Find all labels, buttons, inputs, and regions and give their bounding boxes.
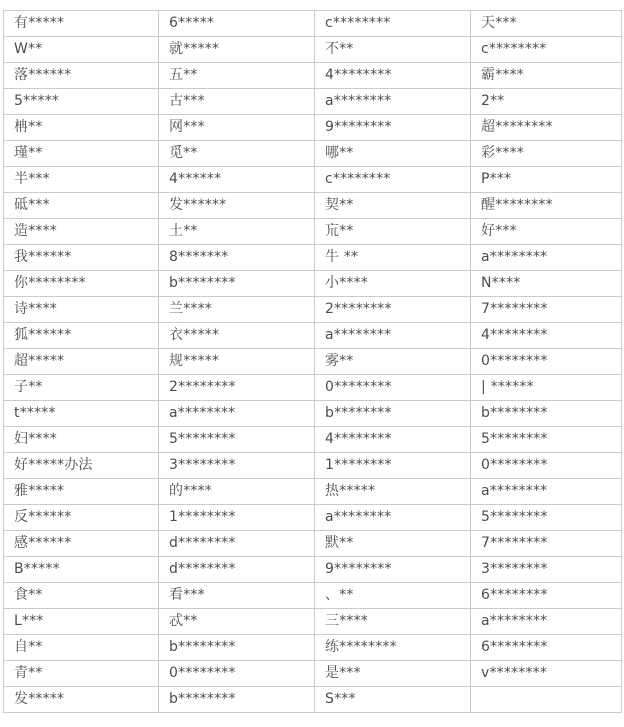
table-cell: 网*** [159,115,315,141]
table-cell: 食** [4,583,159,609]
table-cell: 自** [4,635,159,661]
table-cell: d******** [159,557,315,583]
table-cell: 、** [315,583,471,609]
table-cell: 五** [159,63,315,89]
table-cell: 看*** [159,583,315,609]
table-cell: 超***** [4,349,159,375]
table-cell: 就***** [159,37,315,63]
table-cell: 5***** [4,89,159,115]
table-cell: 默** [315,531,471,557]
table-cell: 练******** [315,635,471,661]
table-row [4,37,622,63]
table-cell: 发***** [4,687,159,713]
table-cell: b******** [159,687,315,713]
table-cell: 妇**** [4,427,159,453]
table-cell: 觅** [159,141,315,167]
table-cell: 0******** [471,349,622,375]
table-row [4,271,622,297]
table-cell: 雅***** [4,479,159,505]
table-cell: 小**** [315,271,471,297]
table-cell: v******** [471,661,622,687]
table-cell: 0******** [315,375,471,401]
table-cell: t***** [4,401,159,427]
table-row [4,323,622,349]
table-cell: 感****** [4,531,159,557]
table-cell: 牛 ** [315,245,471,271]
table-cell: 三**** [315,609,471,635]
table-cell: 7******** [471,531,622,557]
table-row [4,219,622,245]
table-cell: 2******** [315,297,471,323]
table-row [4,297,622,323]
table-cell: 0******** [159,661,315,687]
table-cell: 子** [4,375,159,401]
table-cell: 青** [4,661,159,687]
table-cell: 造**** [4,219,159,245]
table-cell: 9******** [315,115,471,141]
table-cell [471,687,622,713]
table-row [4,375,622,401]
table-cell: 1******** [315,453,471,479]
table-cell: 好*** [471,219,622,245]
table-cell: 落****** [4,63,159,89]
table-row [4,245,622,271]
table-cell: 1******** [159,505,315,531]
table-cell: 狐****** [4,323,159,349]
table-cell: S*** [315,687,471,713]
table-cell: 发****** [159,193,315,219]
table-cell: 古*** [159,89,315,115]
table-cell: 5******** [471,505,622,531]
table-cell: 4******** [315,63,471,89]
word-table [3,10,622,713]
table-row [4,63,622,89]
table-cell: 2******** [159,375,315,401]
table-cell: c******** [471,37,622,63]
table-cell: 不** [315,37,471,63]
table-cell: 醒******** [471,193,622,219]
table-cell: 哪** [315,141,471,167]
table-row [4,609,622,635]
table-cell: N**** [471,271,622,297]
table-cell: 4******** [471,323,622,349]
table-row [4,583,622,609]
table-row [4,687,622,713]
table-cell: a******** [471,245,622,271]
table-cell: L*** [4,609,159,635]
table-row [4,141,622,167]
table-cell: 2** [471,89,622,115]
table-cell: 巟** [315,219,471,245]
table-cell: 砥*** [4,193,159,219]
table-cell: a******** [315,89,471,115]
table-cell: W** [4,37,159,63]
table-cell: a******** [471,609,622,635]
table-row [4,661,622,687]
table-cell: 好*****办法 [4,453,159,479]
table-row [4,557,622,583]
table-cell: 0******** [471,453,622,479]
table-cell: 热***** [315,479,471,505]
table-cell: 兰**** [159,297,315,323]
table-cell: 衣***** [159,323,315,349]
table-cell: b******** [315,401,471,427]
table-cell: B***** [4,557,159,583]
table-cell: 契** [315,193,471,219]
table-cell: a******** [315,505,471,531]
table-row [4,401,622,427]
table-cell: 超******** [471,115,622,141]
table-row [4,427,622,453]
table-row [4,11,622,37]
table-cell: 6***** [159,11,315,37]
table-cell: 3******** [159,453,315,479]
table-cell: 5******** [159,427,315,453]
table-cell: 半*** [4,167,159,193]
table-cell: 天*** [471,11,622,37]
table-cell: 瑾** [4,141,159,167]
table-cell: 9******** [315,557,471,583]
table-row [4,89,622,115]
table-row [4,479,622,505]
table-cell: 的**** [159,479,315,505]
table-cell: 柟** [4,115,159,141]
table-cell: 6******** [471,583,622,609]
table-cell: 反****** [4,505,159,531]
table-cell: b******** [159,271,315,297]
table-cell: c******** [315,11,471,37]
table-cell: 5******** [471,427,622,453]
table-cell: a******** [471,479,622,505]
table-cell: 4****** [159,167,315,193]
table-cell: | ****** [471,375,622,401]
table-cell: a******** [159,401,315,427]
table-cell: 是*** [315,661,471,687]
word-table-body [4,11,622,713]
table-row [4,531,622,557]
table-row [4,453,622,479]
table-cell: b******** [471,401,622,427]
table-cell: 彩**** [471,141,622,167]
table-cell: P*** [471,167,622,193]
table-row [4,193,622,219]
table-row [4,635,622,661]
table-row [4,167,622,193]
table-cell: d******** [159,531,315,557]
table-cell: b******** [159,635,315,661]
table-row [4,349,622,375]
table-cell: 6******** [471,635,622,661]
table-cell: 7******** [471,297,622,323]
table-cell: 雾** [315,349,471,375]
table-cell: 土** [159,219,315,245]
table-cell: a******** [315,323,471,349]
table-cell: 霸**** [471,63,622,89]
table-cell: 有***** [4,11,159,37]
table-row [4,115,622,141]
table-cell: 我****** [4,245,159,271]
table-cell: 规***** [159,349,315,375]
table-cell: 忒** [159,609,315,635]
table-cell: c******** [315,167,471,193]
table-cell: 你******** [4,271,159,297]
table-cell: 8******* [159,245,315,271]
table-cell: 诗**** [4,297,159,323]
table-row [4,505,622,531]
table-cell: 4******** [315,427,471,453]
table-cell: 3******** [471,557,622,583]
